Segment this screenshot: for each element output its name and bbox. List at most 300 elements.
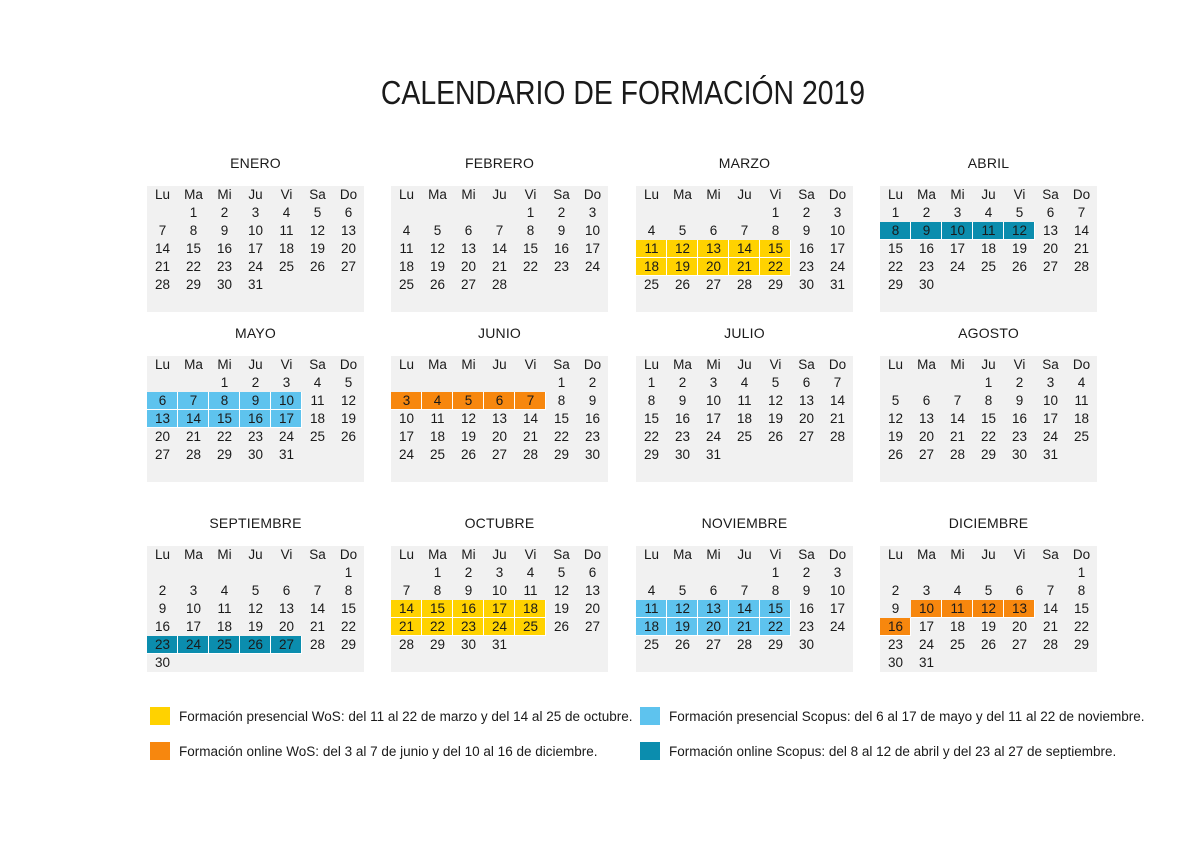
empty-cell xyxy=(391,204,422,222)
day-cell: 28 xyxy=(949,447,966,462)
day-cell: 8 xyxy=(557,393,566,408)
day-cell: 28 xyxy=(398,637,415,652)
day-cell: 31 xyxy=(829,277,846,292)
empty-cell xyxy=(667,564,698,582)
empty-cell xyxy=(546,294,577,312)
day-cell: 4 xyxy=(647,583,656,598)
empty-cell xyxy=(698,654,729,672)
weekday-header: Sa xyxy=(302,546,333,564)
day-cell: 7 xyxy=(402,583,411,598)
day-cell: 2 xyxy=(557,205,566,220)
day-cell: 28 xyxy=(1073,259,1090,274)
day-cell: 6 xyxy=(709,583,718,598)
legend-item-darkblue xyxy=(640,742,1116,760)
weekday-header: Lu xyxy=(147,356,178,374)
empty-cell xyxy=(271,464,302,482)
legend-text: Formación presencial WoS: del 11 al 22 de marzo y del 14 al 25 de octubre. xyxy=(179,708,633,724)
empty-cell xyxy=(791,654,822,672)
day-cell: 10 xyxy=(491,583,508,598)
empty-cell xyxy=(667,464,698,482)
day-cell: 28 xyxy=(491,277,508,292)
empty-cell xyxy=(729,654,760,672)
empty-cell xyxy=(484,464,515,482)
day-cell: 11 xyxy=(399,241,414,256)
weekday-header: Sa xyxy=(546,356,577,374)
day-cell: 24 xyxy=(278,429,295,444)
day-cell: 10 xyxy=(942,222,973,240)
day-cell: 4 xyxy=(984,205,993,220)
day-cell: 6 xyxy=(464,223,473,238)
weekday-header: Ju xyxy=(484,186,515,204)
weekday-header: Do xyxy=(577,546,608,564)
day-cell: 9 xyxy=(557,223,566,238)
weekday-header: Mi xyxy=(942,546,973,564)
day-cell: 19 xyxy=(309,241,326,256)
day-cell: 17 xyxy=(829,601,846,616)
day-cell: 25 xyxy=(643,277,660,292)
empty-cell xyxy=(422,374,453,392)
empty-cell xyxy=(880,464,911,482)
day-cell: 24 xyxy=(247,259,264,274)
day-cell: 14 xyxy=(1042,601,1059,616)
day-cell: 29 xyxy=(185,277,202,292)
weekday-header: Ju xyxy=(729,356,760,374)
day-cell: 30 xyxy=(798,277,815,292)
day-cell: 13 xyxy=(584,583,601,598)
empty-cell xyxy=(209,294,240,312)
day-cell: 1 xyxy=(344,565,353,580)
day-cell: 6 xyxy=(344,205,353,220)
day-cell: 25 xyxy=(643,637,660,652)
day-cell: 15 xyxy=(553,411,570,426)
day-cell: 21 xyxy=(522,429,539,444)
day-cell: 26 xyxy=(340,429,357,444)
weekday-header: Ju xyxy=(240,186,271,204)
day-cell: 8 xyxy=(344,583,353,598)
empty-cell xyxy=(942,654,973,672)
day-cell: 10 xyxy=(271,392,302,410)
day-cell: 24 xyxy=(918,637,935,652)
month-noviembre xyxy=(636,514,853,672)
page-title: CALENDARIO DE FORMACIÓN 2019 xyxy=(380,74,866,111)
day-cell: 4 xyxy=(313,375,322,390)
day-cell: 18 xyxy=(949,619,966,634)
empty-cell xyxy=(822,294,853,312)
day-cell: 3 xyxy=(391,392,422,410)
day-cell: 30 xyxy=(584,447,601,462)
day-cell: 17 xyxy=(705,411,722,426)
day-cell: 2 xyxy=(588,375,597,390)
empty-cell xyxy=(178,374,209,392)
day-cell: 19 xyxy=(767,411,784,426)
empty-cell xyxy=(147,564,178,582)
month-septiembre xyxy=(147,514,364,672)
day-cell: 21 xyxy=(154,259,171,274)
day-cell: 14 xyxy=(729,240,760,258)
day-cell: 4 xyxy=(740,375,749,390)
empty-cell xyxy=(791,464,822,482)
weekday-header: Ju xyxy=(484,546,515,564)
day-cell: 7 xyxy=(158,223,167,238)
empty-cell xyxy=(302,654,333,672)
day-cell: 29 xyxy=(340,637,357,652)
day-cell: 29 xyxy=(980,447,997,462)
month-name: FEBRERO xyxy=(464,155,535,171)
day-cell: 14 xyxy=(491,241,508,256)
empty-cell xyxy=(791,446,822,464)
month-name: AGOSTO xyxy=(958,325,1019,341)
day-cell: 12 xyxy=(553,583,570,598)
empty-cell xyxy=(271,294,302,312)
day-cell: 5 xyxy=(251,583,260,598)
day-cell: 27 xyxy=(340,259,357,274)
month-grid xyxy=(636,356,853,482)
day-cell: 11 xyxy=(636,600,667,618)
empty-cell xyxy=(698,294,729,312)
weekday-header: Sa xyxy=(1035,546,1066,564)
empty-cell xyxy=(546,636,577,654)
day-cell: 5 xyxy=(1015,205,1024,220)
month-name: SEPTIEMBRE xyxy=(209,515,302,531)
day-cell: 23 xyxy=(147,636,178,654)
day-cell: 7 xyxy=(313,583,322,598)
weekday-header: Vi xyxy=(271,356,302,374)
day-cell: 2 xyxy=(251,375,260,390)
weekday-header: Ju xyxy=(240,546,271,564)
day-cell: 1 xyxy=(433,565,442,580)
day-cell: 6 xyxy=(709,223,718,238)
empty-cell xyxy=(391,564,422,582)
empty-cell xyxy=(484,654,515,672)
day-cell: 26 xyxy=(674,637,691,652)
day-cell: 27 xyxy=(154,447,171,462)
day-cell: 13 xyxy=(1004,600,1035,618)
weekday-header: Mi xyxy=(698,186,729,204)
day-cell: 20 xyxy=(340,241,357,256)
day-cell: 19 xyxy=(667,618,698,636)
weekday-header: Lu xyxy=(636,546,667,564)
legend-item-orange xyxy=(150,742,598,760)
day-cell: 26 xyxy=(767,429,784,444)
day-cell: 9 xyxy=(911,222,942,240)
day-cell: 27 xyxy=(460,277,477,292)
day-cell: 28 xyxy=(736,637,753,652)
empty-cell xyxy=(973,564,1004,582)
day-cell: 7 xyxy=(740,223,749,238)
day-cell: 7 xyxy=(515,392,546,410)
empty-cell xyxy=(1035,276,1066,294)
month-enero xyxy=(147,154,364,312)
empty-cell xyxy=(240,294,271,312)
day-cell: 2 xyxy=(802,565,811,580)
day-cell: 10 xyxy=(584,223,601,238)
month-grid xyxy=(391,546,608,672)
weekday-header: Sa xyxy=(1035,356,1066,374)
day-cell: 12 xyxy=(887,411,904,426)
day-cell: 7 xyxy=(740,583,749,598)
day-cell: 20 xyxy=(278,619,295,634)
day-cell: 17 xyxy=(398,429,415,444)
weekday-header: Do xyxy=(822,546,853,564)
day-cell: 10 xyxy=(829,583,846,598)
day-cell: 27 xyxy=(584,619,601,634)
day-cell: 12 xyxy=(973,600,1004,618)
day-cell: 28 xyxy=(829,429,846,444)
day-cell: 22 xyxy=(980,429,997,444)
empty-cell xyxy=(1066,654,1097,672)
day-cell: 9 xyxy=(678,393,687,408)
empty-cell xyxy=(302,464,333,482)
month-julio xyxy=(636,324,853,482)
weekday-header: Mi xyxy=(453,356,484,374)
day-cell: 21 xyxy=(729,618,760,636)
day-cell: 20 xyxy=(698,258,729,276)
day-cell: 12 xyxy=(1004,222,1035,240)
empty-cell xyxy=(973,654,1004,672)
day-cell: 11 xyxy=(217,601,232,616)
weekday-header: Lu xyxy=(391,546,422,564)
empty-cell xyxy=(729,204,760,222)
day-cell: 23 xyxy=(887,637,904,652)
day-cell: 8 xyxy=(1077,583,1086,598)
weekday-header: Ma xyxy=(178,356,209,374)
day-cell: 3 xyxy=(953,205,962,220)
weekday-header: Ma xyxy=(911,356,942,374)
empty-cell xyxy=(636,564,667,582)
empty-cell xyxy=(178,464,209,482)
day-cell: 13 xyxy=(147,410,178,428)
day-cell: 15 xyxy=(185,241,202,256)
day-cell: 17 xyxy=(484,600,515,618)
day-cell: 19 xyxy=(429,259,446,274)
month-name: MAYO xyxy=(235,325,276,341)
month-grid xyxy=(880,356,1097,482)
empty-cell xyxy=(1035,464,1066,482)
day-cell: 15 xyxy=(522,241,539,256)
weekday-header: Lu xyxy=(391,356,422,374)
day-cell: 26 xyxy=(460,447,477,462)
day-cell: 11 xyxy=(973,222,1004,240)
empty-cell xyxy=(240,654,271,672)
empty-cell xyxy=(484,294,515,312)
day-cell: 21 xyxy=(391,618,422,636)
legend-swatch-darkblue xyxy=(640,742,660,760)
day-cell: 5 xyxy=(557,565,566,580)
empty-cell xyxy=(880,374,911,392)
day-cell: 13 xyxy=(798,393,815,408)
empty-cell xyxy=(333,654,364,672)
empty-cell xyxy=(1004,276,1035,294)
day-cell: 20 xyxy=(918,429,935,444)
day-cell: 8 xyxy=(526,223,535,238)
day-cell: 31 xyxy=(278,447,295,462)
weekday-header: Lu xyxy=(147,546,178,564)
weekday-header: Do xyxy=(333,546,364,564)
day-cell: 29 xyxy=(1073,637,1090,652)
day-cell: 20 xyxy=(1011,619,1028,634)
weekday-header: Do xyxy=(333,186,364,204)
day-cell: 11 xyxy=(942,600,973,618)
day-cell: 23 xyxy=(798,619,815,634)
weekday-header: Ju xyxy=(973,186,1004,204)
weekday-header: Mi xyxy=(942,186,973,204)
day-cell: 20 xyxy=(1042,241,1059,256)
empty-cell xyxy=(515,464,546,482)
empty-cell xyxy=(636,294,667,312)
day-cell: 1 xyxy=(771,565,780,580)
empty-cell xyxy=(209,564,240,582)
weekday-header: Ma xyxy=(667,546,698,564)
day-cell: 6 xyxy=(147,392,178,410)
day-cell: 24 xyxy=(398,447,415,462)
month-junio xyxy=(391,324,608,482)
empty-cell xyxy=(209,654,240,672)
day-cell: 18 xyxy=(1073,411,1090,426)
weekday-header: Mi xyxy=(942,356,973,374)
day-cell: 22 xyxy=(340,619,357,634)
weekday-header: Ju xyxy=(729,186,760,204)
day-cell: 16 xyxy=(216,241,233,256)
day-cell: 23 xyxy=(247,429,264,444)
empty-cell xyxy=(302,294,333,312)
month-name: MARZO xyxy=(718,155,771,171)
day-cell: 12 xyxy=(767,393,784,408)
day-cell: 16 xyxy=(154,619,171,634)
day-cell: 12 xyxy=(340,393,357,408)
month-diciembre xyxy=(880,514,1097,672)
day-cell: 24 xyxy=(178,636,209,654)
day-cell: 21 xyxy=(1042,619,1059,634)
day-cell: 10 xyxy=(911,600,942,618)
day-cell: 14 xyxy=(154,241,171,256)
day-cell: 3 xyxy=(495,565,504,580)
day-cell: 11 xyxy=(430,411,445,426)
day-cell: 29 xyxy=(767,637,784,652)
empty-cell xyxy=(302,446,333,464)
empty-cell xyxy=(973,464,1004,482)
empty-cell xyxy=(1004,654,1035,672)
weekday-header: Mi xyxy=(453,546,484,564)
day-cell: 4 xyxy=(282,205,291,220)
day-cell: 15 xyxy=(980,411,997,426)
legend-text: Formación online WoS: del 3 al 7 de junio y del 10 al 16 de diciembre. xyxy=(179,743,598,759)
day-cell: 21 xyxy=(1073,241,1090,256)
day-cell: 20 xyxy=(584,601,601,616)
month-name: NOVIEMBRE xyxy=(701,515,788,531)
day-cell: 10 xyxy=(1042,393,1059,408)
day-cell: 16 xyxy=(553,241,570,256)
day-cell: 27 xyxy=(798,429,815,444)
day-cell: 30 xyxy=(460,637,477,652)
day-cell: 6 xyxy=(588,565,597,580)
day-cell: 12 xyxy=(667,600,698,618)
day-cell: 9 xyxy=(220,223,229,238)
day-cell: 9 xyxy=(240,392,271,410)
month-agosto xyxy=(880,324,1097,482)
day-cell: 14 xyxy=(309,601,326,616)
empty-cell xyxy=(515,276,546,294)
empty-cell xyxy=(333,464,364,482)
month-abril xyxy=(880,154,1097,312)
day-cell: 2 xyxy=(678,375,687,390)
empty-cell xyxy=(178,564,209,582)
empty-cell xyxy=(1066,276,1097,294)
month-grid xyxy=(880,546,1097,672)
day-cell: 15 xyxy=(760,600,791,618)
day-cell: 18 xyxy=(216,619,233,634)
day-cell: 21 xyxy=(185,429,202,444)
weekday-header: Ma xyxy=(911,186,942,204)
day-cell: 5 xyxy=(678,223,687,238)
day-cell: 17 xyxy=(949,241,966,256)
month-mayo xyxy=(147,324,364,482)
empty-cell xyxy=(577,276,608,294)
day-cell: 14 xyxy=(391,600,422,618)
day-cell: 14 xyxy=(949,411,966,426)
empty-cell xyxy=(698,204,729,222)
day-cell: 11 xyxy=(523,583,538,598)
empty-cell xyxy=(667,654,698,672)
weekday-header: Vi xyxy=(760,546,791,564)
day-cell: 17 xyxy=(1042,411,1059,426)
weekday-header: Vi xyxy=(271,546,302,564)
empty-cell xyxy=(271,276,302,294)
day-cell: 22 xyxy=(422,618,453,636)
weekday-header: Mi xyxy=(453,186,484,204)
day-cell: 30 xyxy=(887,655,904,670)
day-cell: 1 xyxy=(984,375,993,390)
day-cell: 4 xyxy=(220,583,229,598)
weekday-header: Ju xyxy=(973,546,1004,564)
day-cell: 20 xyxy=(698,618,729,636)
day-cell: 15 xyxy=(760,240,791,258)
day-cell: 11 xyxy=(1074,393,1089,408)
day-cell: 30 xyxy=(154,655,171,670)
day-cell: 18 xyxy=(398,259,415,274)
weekday-header: Vi xyxy=(515,186,546,204)
day-cell: 25 xyxy=(398,277,415,292)
empty-cell xyxy=(791,294,822,312)
day-cell: 18 xyxy=(278,241,295,256)
empty-cell xyxy=(973,294,1004,312)
empty-cell xyxy=(577,654,608,672)
day-cell: 12 xyxy=(460,411,477,426)
day-cell: 6 xyxy=(1015,583,1024,598)
day-cell: 31 xyxy=(247,277,264,292)
day-cell: 29 xyxy=(887,277,904,292)
day-cell: 22 xyxy=(760,258,791,276)
weekday-header: Lu xyxy=(636,186,667,204)
day-cell: 2 xyxy=(891,583,900,598)
empty-cell xyxy=(822,464,853,482)
day-cell: 15 xyxy=(422,600,453,618)
day-cell: 15 xyxy=(887,241,904,256)
day-cell: 16 xyxy=(798,601,815,616)
day-cell: 22 xyxy=(553,429,570,444)
empty-cell xyxy=(147,374,178,392)
day-cell: 5 xyxy=(771,375,780,390)
day-cell: 3 xyxy=(282,375,291,390)
day-cell: 25 xyxy=(980,259,997,274)
day-cell: 30 xyxy=(247,447,264,462)
day-cell: 20 xyxy=(491,429,508,444)
weekday-header: Do xyxy=(577,356,608,374)
day-cell: 11 xyxy=(636,240,667,258)
weekday-header: Do xyxy=(822,186,853,204)
day-cell: 25 xyxy=(309,429,326,444)
empty-cell xyxy=(760,294,791,312)
day-cell: 18 xyxy=(515,600,546,618)
